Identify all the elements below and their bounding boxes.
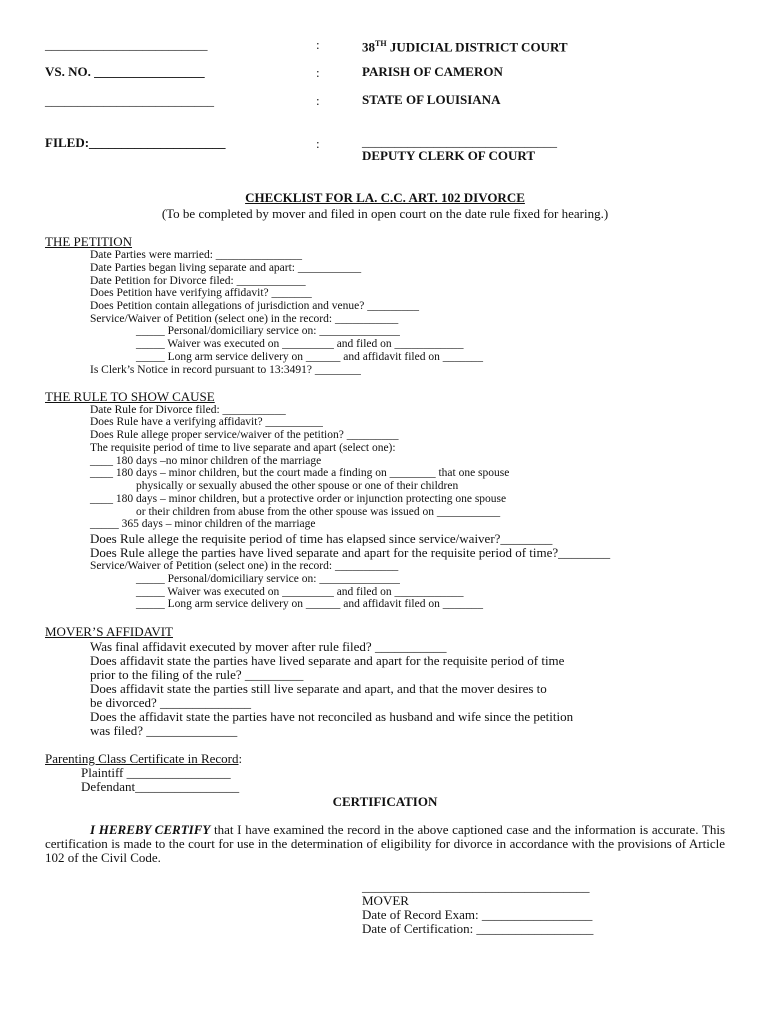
affidavit-line: Was final affidavit executed by mover after rule filed? ___________ — [90, 639, 447, 654]
petition-line: Date Parties began living separate and apart: ___________ — [90, 262, 362, 274]
affidavit-line: be divorced? ______________ — [90, 695, 252, 710]
parenting-heading: Parenting Class Certificate in Record: — [45, 751, 243, 766]
court-name: 38TH JUDICIAL DISTRICT COURT — [362, 39, 568, 55]
rule-line: Service/Waiver of Petition (select one) in the record: ___________ — [90, 560, 399, 572]
period-option: _____ 365 days – minor children of the marriage — [90, 518, 316, 530]
rule-line: The requisite period of time to live separate and apart (select one): — [90, 442, 396, 454]
deputy-clerk-label: DEPUTY CLERK OF COURT — [362, 148, 536, 163]
affidavit-line: Does affidavit state the parties have lived separate and apart for the requisite period of time — [90, 653, 565, 668]
petition-line: Does Petition have verifying affidavit? _______ — [90, 287, 312, 299]
period-option: ____ 180 days –no minor children of the marriage — [90, 455, 322, 467]
date-of-record-exam: Date of Record Exam: _________________ — [362, 907, 593, 922]
period-option-continued: physically or sexually abused the other spouse or one of their children — [136, 480, 459, 492]
rule-question: Does Rule allege the parties have lived separate and apart for the requisite period of time?________ — [90, 545, 611, 560]
date-of-certification: Date of Certification: __________________ — [362, 921, 594, 936]
caption-colon: : — [316, 93, 320, 108]
rule-question: Does Rule allege the requisite period of time has elapsed since service/waiver?________ — [90, 531, 553, 546]
affidavit-line: was filed? ______________ — [90, 723, 238, 738]
rule-line: Does Rule allege proper service/waiver of the petition? _________ — [90, 429, 399, 441]
affidavit-heading: MOVER’S AFFIDAVIT — [45, 624, 173, 639]
petition-heading: THE PETITION — [45, 234, 133, 249]
rule-heading: THE RULE TO SHOW CAUSE — [45, 389, 215, 404]
caption-colon: : — [316, 37, 320, 52]
petition-line: Is Clerk’s Notice in record pursuant to 13:3491? ________ — [90, 364, 361, 376]
page-title: CHECKLIST FOR LA. C.C. ART. 102 DIVORCE — [245, 190, 525, 205]
period-option: ____ 180 days – minor children, but a protective order or injunction protecting one spouse — [90, 493, 507, 505]
rule-line: Date Rule for Divorce filed: ___________ — [90, 404, 286, 416]
affidavit-line: prior to the filing of the rule? _________ — [90, 667, 304, 682]
rule-service-option: _____ Waiver was executed on _________ and filed on ____________ — [136, 586, 464, 598]
petition-line: Service/Waiver of Petition (select one) in the record: ___________ — [90, 313, 399, 325]
vs-number: VS. NO. _________________ — [45, 64, 205, 79]
certification-paragraph: I HEREBY CERTIFY that I have examined the record in the above captioned case and the information is accurate. This certification is made to the court for use in the determination of eligibility for divorce in accordance with the provisions of Article 102 of the Civil Code. — [45, 822, 726, 865]
petition-line: Date Parties were married: _______________ — [90, 249, 303, 261]
parish-name: PARISH OF CAMERON — [362, 64, 503, 79]
petition-line: Date Petition for Divorce filed: ____________ — [90, 275, 306, 287]
affidavit-line: Does the affidavit state the parties have not reconciled as husband and wife since the petition — [90, 709, 574, 724]
affidavit-line: Does affidavit state the parties still live separate and apart, and that the mover desires to — [90, 681, 547, 696]
petition-service-option: _____ Personal/domiciliary service on: ______________ — [136, 325, 400, 337]
petition-service-option: _____ Long arm service delivery on ______ and affidavit filed on _______ — [136, 351, 483, 363]
defendant-line: Defendant________________ — [81, 779, 240, 794]
petition-service-option: _____ Waiver was executed on _________ and filed on ____________ — [136, 338, 464, 350]
caption-party-line: __________________________ — [45, 93, 214, 108]
petition-line: Does Petition contain allegations of jurisdiction and venue? _________ — [90, 300, 419, 312]
caption-party-line: _________________________ — [45, 37, 208, 52]
plaintiff-line: Plaintiff ________________ — [81, 765, 231, 780]
rule-service-option: _____ Personal/domiciliary service on: ______________ — [136, 573, 400, 585]
mover-signature-line: ___________________________________ — [362, 879, 590, 894]
deputy-clerk-signature-line: ______________________________ — [362, 134, 557, 149]
filed-line: FILED:_____________________ — [45, 135, 226, 150]
period-option: ____ 180 days – minor children, but the court made a finding on ________ that one spouse — [90, 467, 510, 479]
state-name: STATE OF LOUISIANA — [362, 92, 501, 107]
certification-heading: CERTIFICATION — [332, 794, 438, 809]
caption-colon: : — [316, 65, 320, 80]
period-option-continued: or their children from abuse from the other spouse was issued on ___________ — [136, 506, 501, 518]
page-subtitle: (To be completed by mover and filed in open court on the date rule fixed for hearing.) — [161, 206, 609, 221]
caption-colon: : — [316, 136, 320, 151]
rule-service-option: _____ Long arm service delivery on ______ and affidavit filed on _______ — [136, 598, 483, 610]
mover-label: MOVER — [362, 893, 409, 908]
rule-line: Does Rule have a verifying affidavit? __________ — [90, 416, 323, 428]
